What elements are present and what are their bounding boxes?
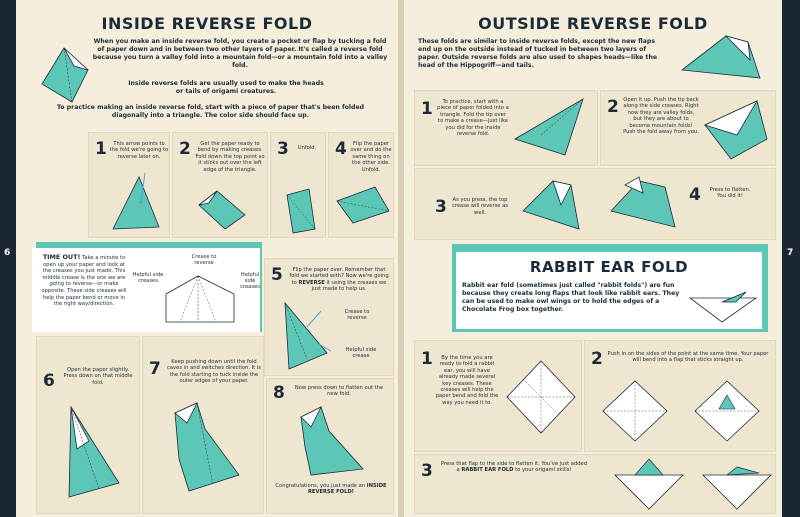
step-number: 8 [273, 383, 285, 403]
step-5-cell [264, 258, 394, 376]
step-text: Open the paper slightly. Press down on that middle fold. [63, 367, 133, 386]
step-number: 3 [421, 461, 433, 481]
step-2-figure [189, 185, 259, 233]
step-number: 1 [421, 99, 433, 119]
rabbit-ear-title: RABBIT EAR FOLD [529, 258, 689, 276]
step-6-cell [36, 336, 140, 514]
step-number: 4 [689, 185, 701, 205]
step-5-figure [277, 297, 337, 373]
inside-intro-2: Inside reverse folds are usually used to make the heads or tails of origami creatures. [128, 80, 324, 95]
step-text: Unfold. [297, 145, 317, 151]
outside-step-1-cell [414, 90, 598, 166]
outside-step-4-figure [605, 171, 685, 239]
step-7-figure [165, 399, 251, 499]
inside-intro-1: When you make an inside reverse fold, you create a pocket or flap by tucking a fold of paper down and in between two other layers of paper. It's called a reverse fold because you turn a valley fold into a mountain fold—or a mountain fold into a valley fold. [92, 38, 388, 69]
step-8-cell [266, 378, 394, 514]
timeout-callout [32, 248, 260, 332]
step-8-figure [291, 403, 373, 479]
right-page [404, 0, 782, 517]
helpful-side-creases-left-label: Helpful side creases [132, 272, 164, 284]
left-page [16, 0, 398, 517]
outside-intro-figure [676, 30, 766, 88]
step-text: Push in on the sides of the point at the same time. Your paper will bend into a flap that sticks straight up. [607, 351, 769, 364]
rabbit-header-box [456, 252, 762, 332]
step-text: By the time you are ready to fold a rabbit ear, you will have already made several key creases. These creases will help the paper bend and fold the way you need it to. [435, 355, 499, 406]
step5-helpful-label: Helpful side crease [345, 347, 377, 359]
timeout-figure [158, 272, 242, 326]
outside-reverse-title: OUTSIDE REVERSE FOLD [478, 14, 708, 33]
step-number: 4 [335, 139, 347, 159]
inside-intro-3: To practice making an inside reverse fold, start with a piece of paper that's been folded diagonally into a triangle. The color side should face up. [56, 104, 365, 119]
step-7-cell [142, 336, 264, 514]
step-number: 5 [271, 265, 283, 285]
outside-step-3-figure [519, 171, 595, 239]
outside-step-2-figure [701, 95, 773, 165]
inside-reverse-title: INSIDE REVERSE FOLD [101, 14, 313, 33]
step-number: 7 [149, 359, 161, 379]
step-number: 2 [591, 349, 603, 369]
step-2-cell [172, 132, 268, 238]
helpful-side-creases-right-label: Helpful side creases [240, 272, 260, 290]
rabbit-step-2b-figure [689, 375, 765, 447]
step-text: Get the paper ready to bend by making creases. Fold down the top point so it sticks out over the left edge of the triangle. [195, 141, 265, 173]
rabbit-intro-figure [686, 288, 760, 328]
timeout-body: Take a minute to open up your paper and look at the creases you just made. This middle crease is the one we are going to reverse—or make opposite. These side creases will help the paper bend or move in the right way/direction. [41, 255, 127, 308]
rabbit-intro: Rabbit ear fold (sometimes just called "rabbit folds") are fun because they create long flaps that look like rabbit ears. They can be used to make owl wings or to hold the edges of a Chocolate Frog box together. [462, 282, 680, 313]
step-6-figure [49, 401, 133, 509]
rabbit-step-3a-figure [609, 455, 689, 513]
step-text: Now press down to flatten out the new fold. [294, 385, 384, 398]
rabbit-step-2-cell [584, 340, 776, 452]
step-1-cell [88, 132, 170, 238]
step-number: 3 [435, 197, 447, 217]
crease-to-reverse-label: Crease to reverse [191, 254, 217, 266]
rabbit-step-3-cell [414, 454, 776, 514]
congrats-text: Congratulations, you just made an INSIDE REVERSE FOLD! [275, 483, 387, 496]
page-number-left: 6 [4, 248, 11, 258]
step-4-figure [333, 181, 393, 231]
step-3-cell [270, 132, 326, 238]
step-number: 3 [277, 139, 289, 159]
rabbit-step-3b-figure [697, 455, 777, 513]
step-text: To practice, start with a piece of paper folded into a triangle. Fold the tip over to make a crease—just like you did for the inside reverse fold. [437, 99, 509, 138]
step-text: Press to flatten. You did it! [709, 187, 751, 200]
step-text: Flip the paper over. Remember that fold we started with? Now we're going to REVERSE it using the creases we just made to help us. [289, 267, 389, 293]
step5-crease-label: Crease to reverse [344, 309, 370, 321]
step-3-figure [279, 181, 323, 235]
step-text: As you press, the top crease will reverse as well. [451, 197, 509, 216]
rabbit-step-1-cell [414, 340, 582, 452]
step-text: Keep pushing down until the fold caves in and switches direction. It is the fold starting to tuck inside the outer edges of your paper. [167, 359, 261, 385]
step-text: Press that flap to the side to flatten it. You've just added a RABBIT EAR FOLD to your origami skills! [440, 461, 588, 474]
timeout-heading: TIME OUT! [42, 253, 81, 261]
rabbit-step-2a-figure [597, 375, 673, 447]
step-4-cell [328, 132, 394, 238]
outside-intro: These folds are similar to inside reverse folds, except the new flaps end up on the outside instead of tucked in between two layers of paper. Outside reverse folds are also used to shapes heads—like the head of the Hippogriff—and tails. [418, 38, 658, 69]
step-text: Flip the paper over and do the same thing on the other side. Unfold. [350, 141, 392, 173]
step-1-figure [99, 171, 165, 233]
timeout-text [38, 254, 130, 308]
intro-origami-figure [34, 44, 94, 106]
step-number: 2 [179, 139, 191, 159]
outside-step-3-4-cell [414, 168, 776, 240]
rabbit-step-1-figure [503, 357, 579, 437]
outside-step-2-cell [600, 90, 776, 166]
step-number: 1 [421, 349, 433, 369]
step-number: 1 [95, 139, 107, 159]
step-text: Open it up. Push the tip back along the side creases. Right now they are valley folds, but they are about to become mountain folds! Push the fold away from you. [623, 97, 699, 136]
page-number-right: 7 [787, 248, 794, 258]
step-text: This arrow points to the fold we're going to reverse later on. [109, 141, 169, 160]
step-number: 6 [43, 371, 55, 391]
outside-step-1-figure [511, 95, 597, 165]
step-number: 2 [607, 97, 619, 117]
